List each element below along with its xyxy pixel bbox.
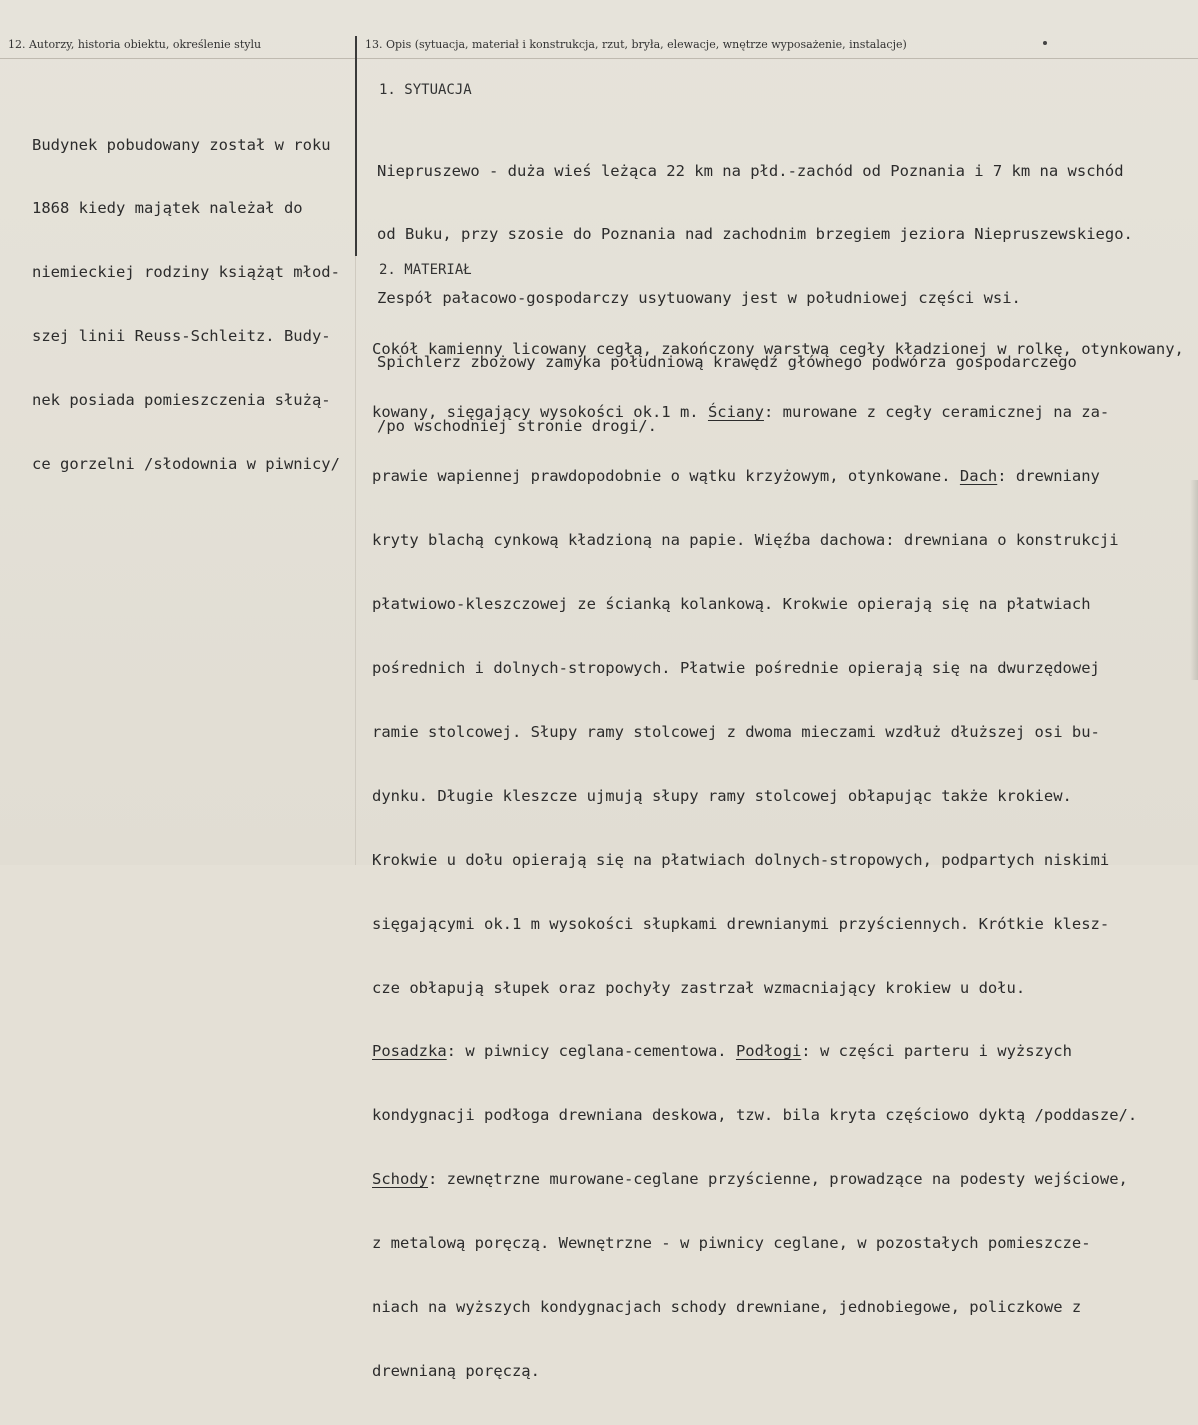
text-line: płatwiowo-kleszczowej ze ścianką kolankową. Krokwie opierają się na płatwiach	[372, 595, 1091, 614]
text-line: ramie stolcowej. Słupy ramy stolcowej z dwoma mieczami wzdłuż dłuższej osi bu-	[372, 722, 1100, 741]
field-12-header: 12. Autorzy, historia obiektu, określenie stylu	[8, 38, 262, 51]
text-line: Cokół kamienny licowany cegłą, zakończony warstwą cegły kładzionej w rolkę, otynkowany,	[372, 339, 1184, 358]
text-line: Niepruszewo - duża wieś leżąca 22 km na płd.-zachód od Poznania i 7 km na wschód	[377, 161, 1124, 180]
text-line: kowany, sięgający wysokości ok.1 m. Ściany: murowane z cegły ceramicznej na za-	[372, 403, 1110, 422]
section-title-material: 2. MATERIAŁ	[379, 262, 472, 278]
text-line: 1868 kiedy majątek należał do	[32, 199, 303, 218]
text-line: Krokwie u dołu opierają się na płatwiach dolnych-stropowych, podpartych niskimi	[372, 850, 1110, 869]
text-line: Schody: zewnętrzne murowane-ceglane przyścienne, prowadzące na podesty wejściowe,	[372, 1170, 1128, 1189]
section-title-sytuacja: 1. SYTUACJA	[379, 82, 472, 98]
text-line: niach na wyższych kondygnacjach schody drewniane, jednobiegowe, policzkowe z	[372, 1297, 1082, 1316]
text-line: kryty blachą cynkową kładzioną na papie. Więźba dachowa: drewniana o konstrukcji	[372, 531, 1119, 550]
section-body-material	[372, 296, 1184, 1425]
text-line: drewnianą poręczą.	[372, 1361, 540, 1380]
text-line: nek posiada pomieszczenia służą-	[32, 391, 331, 410]
column-divider	[355, 36, 357, 256]
text-line: cze obłapują słupek oraz pochyły zastrzał wzmacniający krokiew u dołu.	[372, 978, 1026, 997]
text-line: Zespół pałacowo-gospodarczy usytuowany jest w południowej części wsi.	[377, 289, 1021, 308]
text-line: prawie wapiennej prawdopodobnie o wątku krzyżowym, otynkowane. Dach: drewniany	[372, 467, 1100, 486]
text-line: sięgającymi ok.1 m wysokości słupkami drewnianymi przyściennych. Krótkie klesz-	[372, 914, 1110, 933]
history-text	[32, 92, 340, 518]
column-divider-lower	[355, 256, 356, 865]
ink-dot	[1043, 41, 1047, 45]
text-line: Spichlerz zbożowy zamyka południową krawędź głównego podwórza gospodarczego	[377, 353, 1077, 372]
text-line: kondygnacji podłoga drewniana deskowa, tzw. bila kryta częściowo dyktą /poddasze/.	[372, 1106, 1138, 1125]
text-line: od Buku, przy szosie do Poznania nad zachodnim brzegiem jeziora Niepruszewskiego.	[377, 225, 1133, 244]
text-line: Posadzka: w piwnicy ceglana-cementowa. Podłogi: w części parteru i wyższych	[372, 1042, 1072, 1061]
text-line: szej linii Reuss-Schleitz. Budy-	[32, 327, 331, 346]
field-13-header: 13. Opis (sytuacja, materiał i konstrukcja, rzut, bryła, elewacje, wnętrze wyposażenie, instalacje)	[365, 38, 907, 51]
text-line: dynku. Długie kleszcze ujmują słupy ramy stolcowej obłapując także krokiew.	[372, 786, 1072, 805]
text-line: Budynek pobudowany został w roku	[32, 135, 331, 154]
text-line: /po wschodniej stronie drogi/.	[377, 417, 657, 436]
header-rule	[0, 58, 1198, 59]
text-line: ce gorzelni /słodownia w piwnicy/	[32, 455, 340, 474]
page-edge-shadow	[1190, 480, 1198, 680]
text-line: niemieckiej rodziny książąt młod-	[32, 263, 340, 282]
text-line: z metalową poręczą. Wewnętrzne - w piwnicy ceglane, w pozostałych pomieszcze-	[372, 1234, 1091, 1253]
text-line: pośrednich i dolnych-stropowych. Płatwie pośrednie opierają się na dwurzędowej	[372, 659, 1100, 678]
